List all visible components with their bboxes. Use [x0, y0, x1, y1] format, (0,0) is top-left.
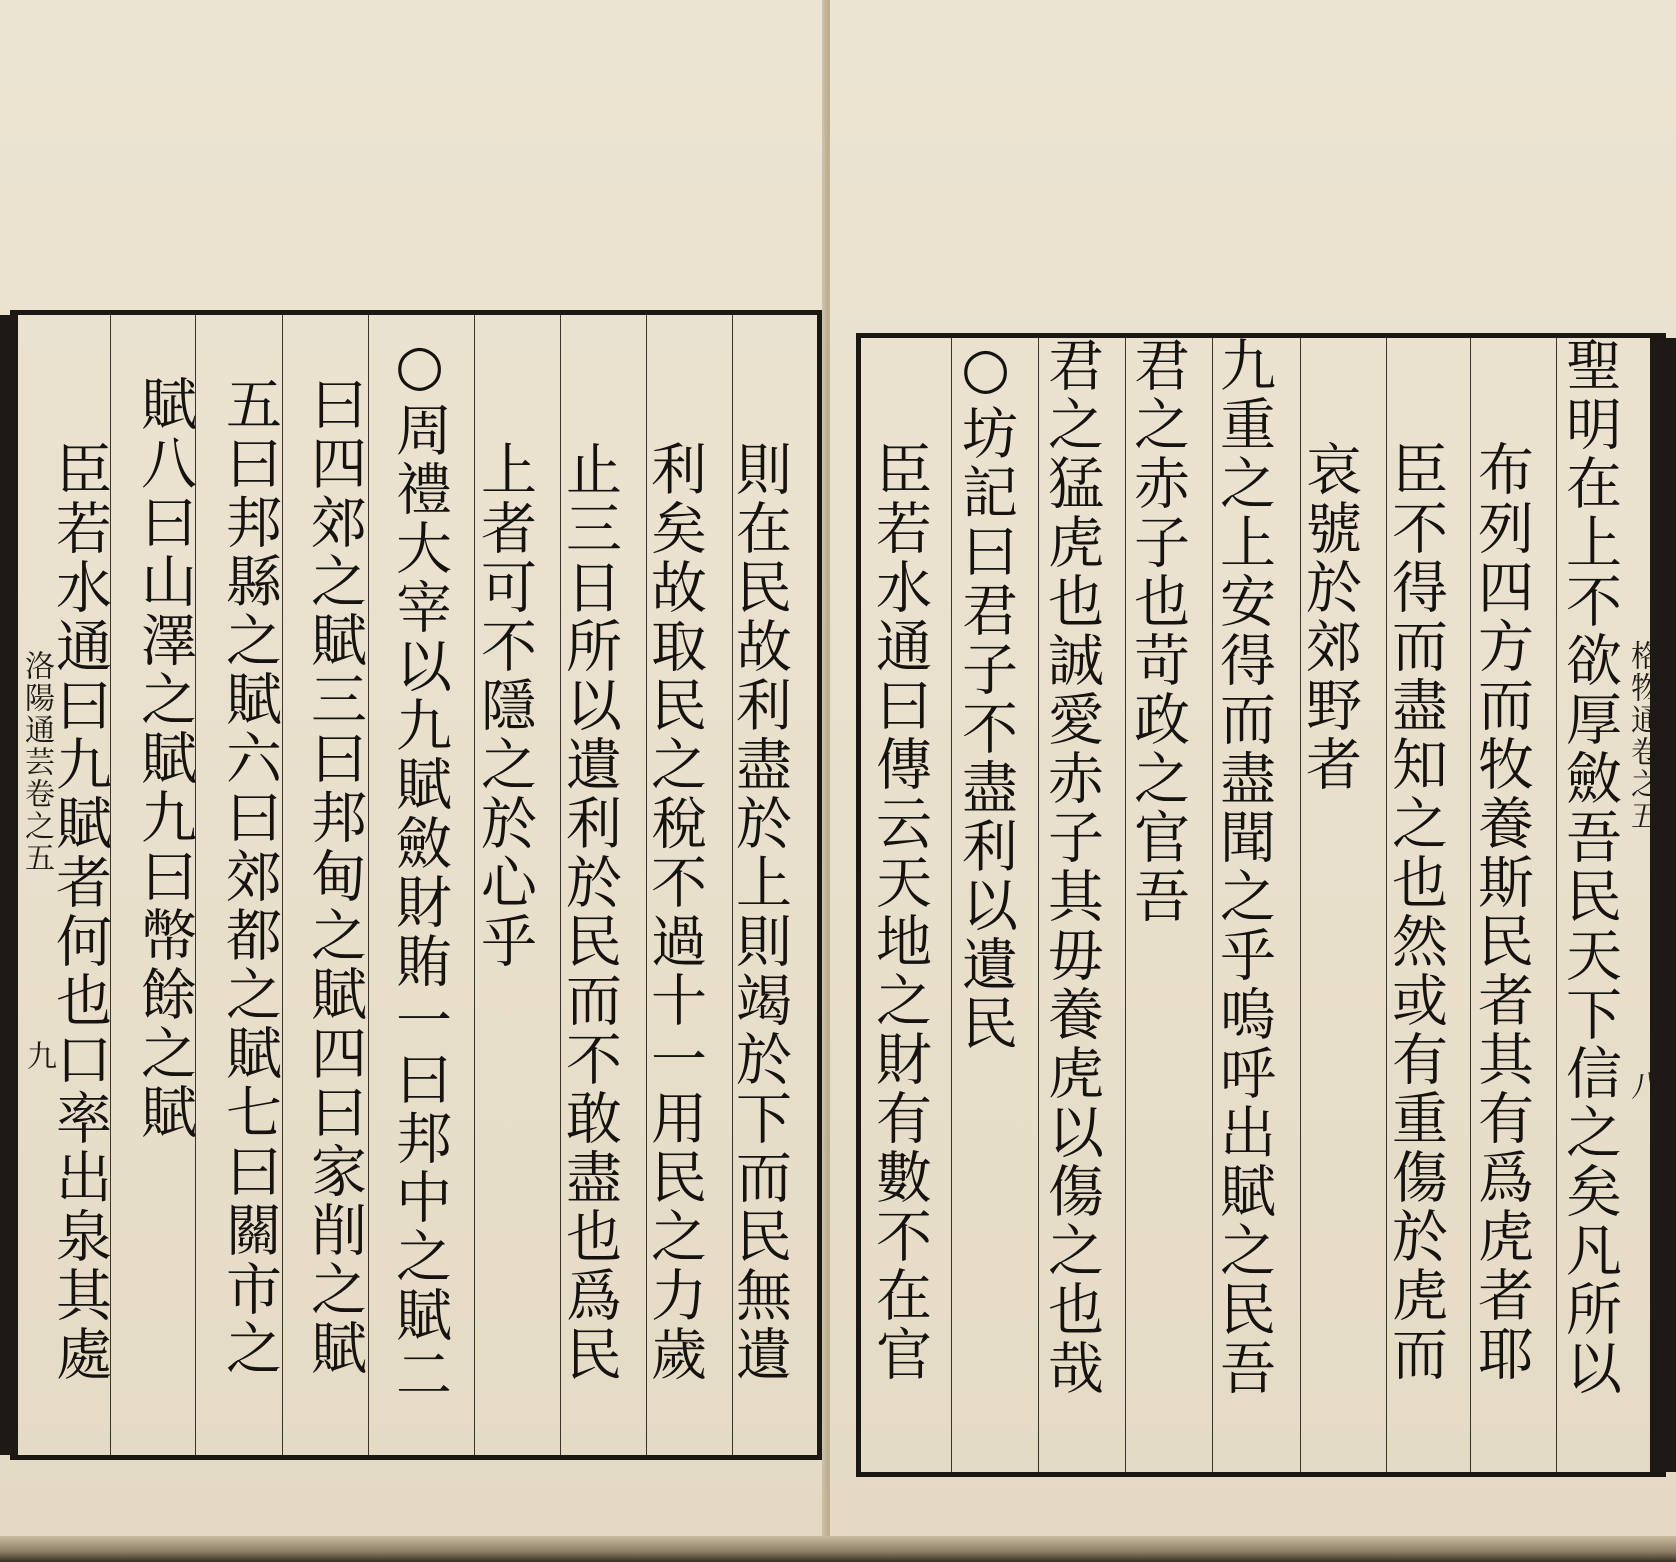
banxin-page-number: 九: [21, 1040, 56, 1072]
text-column: 上者可不隱之於心乎: [472, 440, 537, 971]
text-column: 曰四郊之賦三曰邦甸之賦四曰家削之賦: [302, 375, 367, 1378]
text-column: 賦八曰山澤之賦九曰幣餘之賦: [132, 375, 197, 1142]
banxin-bar: [1650, 338, 1676, 1472]
column-rule: [282, 315, 283, 1455]
banxin-title: 洛陽通芸卷之五: [19, 650, 54, 874]
text-column: 聖明在上不欲厚斂吾民天下信之矣凡所以: [1557, 336, 1622, 1398]
right-page: [830, 0, 1676, 1548]
text-column: 布列四方而牧養斯民者其有爲虎者耶: [1469, 440, 1534, 1384]
text-column: 哀號於郊野者: [1297, 440, 1362, 794]
text-column: 九重之上安得而盡聞之乎嗚呼出賦之民吾: [1211, 336, 1276, 1398]
text-column: 止三日所以遺利於民而不敢盡也爲民: [557, 440, 622, 1384]
text-column: 臣若水通曰九賦者何也口率出泉其處: [47, 440, 112, 1384]
banxin-title: 格物通卷之五: [1625, 640, 1660, 832]
text-column: ○坊記曰君子不盡利以遺民: [953, 336, 1018, 1053]
banxin-bar: [0, 315, 18, 1455]
banxin-page-number: 八: [1625, 1070, 1660, 1102]
column-rule: [368, 315, 369, 1455]
text-column: 君之赤子也苛政之官吾: [1125, 336, 1190, 926]
text-column: 五曰邦縣之賦六曰郊都之賦七曰關市之: [217, 375, 282, 1378]
text-column: 利矣故取民之稅不過十一用民之力歲: [642, 440, 707, 1384]
text-column: 臣若水通曰傳云天地之財有數不在官: [867, 440, 932, 1384]
text-column: 臣不得而盡知之也然或有重傷於虎而: [1383, 440, 1448, 1384]
left-page: [0, 0, 828, 1548]
text-column: 君之猛虎也誠愛赤子其毋養虎以傷之也哉: [1039, 336, 1104, 1398]
text-column: 則在民故利盡於上則竭於下而民無遺: [727, 440, 792, 1384]
page-bottom-edge: [0, 1536, 1676, 1562]
text-column: ○周禮大宰以九賦斂財賄一曰邦中之賦二: [387, 333, 452, 1404]
column-rule: [951, 338, 952, 1472]
